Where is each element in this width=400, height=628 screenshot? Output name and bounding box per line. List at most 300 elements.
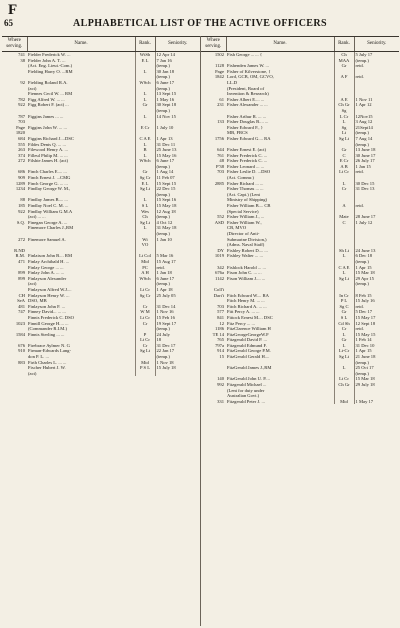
header-name: Name. bbox=[226, 37, 334, 52]
rank-cell: Gr bbox=[334, 147, 354, 153]
where-cell: R.ND bbox=[14, 247, 25, 253]
where-cell: 914 bbox=[217, 348, 224, 354]
where-cell: 765 bbox=[217, 337, 224, 343]
rank-cell: Mid bbox=[135, 360, 155, 366]
officer-name: Fisher Leslie D. ...DSO bbox=[227, 169, 271, 175]
seniority-cell: 15 May 16 bbox=[156, 152, 177, 158]
where-cell: 676a bbox=[215, 270, 224, 276]
officer-name: Figgins Richard J....DSC bbox=[28, 135, 74, 141]
seniority-cell: 21Sept14 bbox=[355, 124, 373, 130]
seniority-cell: 31 May 18 bbox=[156, 225, 177, 231]
seniority-cell: 15 Sept 15 bbox=[156, 180, 177, 186]
seniority-cell: 1 Apr 13 bbox=[156, 135, 173, 141]
officer-name: don P. L. ... bbox=[28, 354, 49, 360]
rank-cell: Ch bbox=[135, 214, 155, 220]
seniority-cell: (temp.) bbox=[156, 163, 170, 169]
seniority-cell: 1 Feb 14 bbox=[355, 337, 372, 343]
where-cell: 782 bbox=[18, 96, 25, 102]
seniority-cell: 13 Sept 15 bbox=[156, 91, 177, 97]
rank-cell: Gr bbox=[334, 309, 354, 315]
seniority-cell: 28 June 17 bbox=[355, 214, 376, 220]
seniority-cell: 6 June 17 bbox=[156, 158, 175, 164]
officer-name: Fitch Henry M. ... ... bbox=[227, 298, 265, 304]
officer-name: (Lent for duty under bbox=[227, 387, 265, 393]
seniority-cell: (temp.) bbox=[156, 85, 170, 91]
seniority-cell: 31 Dec 10 bbox=[355, 342, 375, 348]
officer-name: LL.D bbox=[227, 79, 238, 85]
rank-cell: WSch bbox=[135, 80, 155, 86]
where-cell: 1019 bbox=[214, 253, 224, 259]
officer-name: Fitch Edward W.... RA bbox=[227, 292, 269, 298]
rank-cell: VO bbox=[135, 242, 155, 248]
officer-name: Invention & Research) bbox=[227, 91, 269, 97]
rank-cell: P L bbox=[334, 298, 354, 304]
rank-cell: Mid bbox=[135, 259, 155, 265]
where-cell: 48 bbox=[219, 158, 224, 164]
where-cell: 1289 bbox=[15, 180, 25, 186]
where-cell: 1128 bbox=[214, 63, 224, 69]
where-cell: 761 bbox=[217, 152, 224, 158]
rank-cell: Sg Cr bbox=[135, 175, 155, 181]
seniority-cell: 31 Dec 13 bbox=[355, 186, 375, 192]
officer-name: Finnill George H.... ... bbox=[28, 320, 69, 326]
seniority-cell: 15 May 15 bbox=[355, 331, 376, 337]
rank-cell: Sg Lt bbox=[334, 136, 354, 142]
seniority-cell: 31 Dec 14 bbox=[156, 303, 176, 309]
officer-name: Fison John C. ... ... bbox=[227, 270, 262, 276]
where-cell: 92 bbox=[20, 79, 25, 85]
where-cell: 992 bbox=[217, 382, 224, 388]
seniority-cell: 5 July 17 bbox=[355, 52, 373, 57]
where-cell: 374 bbox=[18, 152, 25, 158]
left-column bbox=[2, 36, 200, 626]
officer-name: Finlayson Henry W. ... bbox=[28, 292, 70, 298]
officer-name: Fisher Ernest E. (act) bbox=[227, 147, 267, 153]
officer-name: Findlay William G.M.A bbox=[28, 208, 73, 214]
where-cell: 703 bbox=[217, 169, 224, 175]
where-cell bbox=[2, 371, 27, 377]
seniority-cell: 1 Jan 10 bbox=[156, 236, 172, 242]
seniority-cell: 15 Aug 17 bbox=[156, 258, 176, 264]
rank-cell: A bbox=[334, 203, 354, 209]
rank-cell: C bbox=[334, 153, 354, 159]
officer-name: Fish George ... ... { bbox=[227, 52, 263, 57]
officer-name: Australian Govt.) bbox=[227, 393, 260, 399]
seniority-cell: 1 July 12 bbox=[355, 219, 373, 225]
where-cell: 1842 bbox=[214, 74, 224, 80]
rank-cell: Cd Sh bbox=[334, 321, 354, 327]
seniority-cell: 26 July 17 bbox=[355, 158, 375, 164]
officer-name: Fisher Alexander ... ... bbox=[227, 102, 268, 108]
rank-cell: L bbox=[135, 91, 155, 97]
officer-name: Fitt Percy A. ... ... bbox=[227, 309, 260, 315]
seniority-cell: (temp.) bbox=[156, 107, 170, 113]
seniority-cell: (temp.) bbox=[156, 191, 170, 197]
officer-name: (act) ... ... bbox=[28, 214, 46, 220]
officer-name: FitzGerald John U. P.... bbox=[227, 376, 270, 382]
rank-cell: L bbox=[334, 181, 354, 187]
seniority-cell: (temp.) bbox=[355, 141, 369, 147]
officer-name: (Act. Eng. Lieut.-Com.) bbox=[28, 63, 73, 69]
seniority-cell: (temp.) bbox=[355, 258, 369, 264]
column-header-row bbox=[201, 37, 399, 52]
officer-name: Finlay Archibald H. ... bbox=[28, 258, 70, 264]
where-cell: TE 14 bbox=[212, 331, 224, 337]
seniority-cell: 1 Apr 18 bbox=[156, 286, 173, 292]
seniority-cell: 30 June 17 bbox=[355, 152, 376, 158]
officer-name: Findlay Noel C. M. ... bbox=[28, 203, 69, 209]
where-cell: 331 bbox=[217, 398, 224, 404]
rank-cell: Sg Lt bbox=[334, 354, 354, 360]
where-cell: 272 bbox=[18, 236, 25, 242]
seniority-cell: 1 Jan 15 bbox=[355, 163, 371, 169]
where-cell: 1142 bbox=[214, 275, 224, 281]
rank-cell: L bbox=[334, 253, 354, 259]
rank-cell: W M bbox=[135, 309, 155, 315]
officer-name: Finch George G. ... ... bbox=[28, 180, 68, 186]
where-cell: 38 bbox=[20, 57, 25, 63]
seniority-cell: 1 Aug 14 bbox=[156, 169, 174, 175]
officer-name: Fitzgerald Michael ... bbox=[227, 382, 267, 388]
where-cell: 1023 bbox=[15, 320, 25, 326]
where-cell: 342 bbox=[217, 264, 224, 270]
rank-cell: Cr bbox=[135, 343, 155, 349]
where-cell: 909 bbox=[18, 175, 25, 181]
seniority-cell: 25 June 13 bbox=[156, 147, 177, 153]
where-cell: S.Q. bbox=[16, 219, 25, 225]
seniority-cell: 13 June 18 bbox=[355, 147, 376, 153]
seniority-cell: (temp.) bbox=[355, 57, 369, 63]
officer-name: CB, MVO bbox=[227, 225, 247, 231]
rank-cell: WtSh bbox=[135, 52, 155, 58]
page-number: 65 bbox=[4, 18, 13, 28]
right-column bbox=[200, 36, 399, 626]
seniority-cell: 6 Dec 18 bbox=[355, 253, 373, 259]
seniority-cell: retd. bbox=[355, 63, 364, 69]
where-cell: 703 bbox=[18, 119, 25, 125]
seniority-cell: 30 Sept 18 bbox=[156, 102, 177, 108]
rank-cell: E L bbox=[135, 58, 155, 64]
officer-name: MB, FRCS bbox=[227, 130, 248, 136]
officer-name: FitzGerald James J.,RM bbox=[227, 365, 272, 371]
rank-cell: Cr bbox=[334, 186, 354, 192]
where-cell: 1502 bbox=[214, 52, 224, 57]
header-rank: Rank. bbox=[135, 37, 155, 52]
rank-cell: Lt Cr bbox=[135, 287, 155, 293]
seniority-cell: (temp.) bbox=[156, 326, 170, 332]
officer-name: Finlay George ... ... bbox=[28, 264, 64, 270]
officer-name: Fitch Richard A. ... ... bbox=[227, 303, 267, 309]
seniority-cell: 31 Dec 11 bbox=[156, 141, 176, 147]
rank-cell: A B bbox=[334, 164, 354, 170]
seniority-cell: (temp.) bbox=[156, 74, 170, 80]
rank-cell: Ch Gr bbox=[334, 382, 354, 388]
officer-name: Fitzgerald Peter J. ... bbox=[227, 398, 265, 404]
rank-cell: B bbox=[135, 147, 155, 153]
seniority-cell: 18 bbox=[156, 337, 162, 343]
where-cell: 787 bbox=[18, 113, 25, 119]
officer-name: Figgins James ... ... bbox=[28, 113, 64, 119]
seniority-cell: 25 July 05 bbox=[156, 292, 176, 298]
officer-name: Finlay John A. ... ... bbox=[28, 270, 65, 276]
seniority-cell: 15 Feb 16 bbox=[156, 314, 175, 320]
rank-cell: Gr bbox=[334, 63, 354, 69]
rank-cell: WSch bbox=[135, 276, 155, 282]
where-cell: Page bbox=[215, 68, 224, 74]
officer-name: (Adms. Naval Staff) bbox=[227, 242, 265, 248]
officer-row bbox=[201, 399, 399, 405]
officer-name: (President, Board of bbox=[227, 85, 265, 91]
where-cell: 684 bbox=[18, 135, 25, 141]
officer-name: (Special Service) bbox=[227, 208, 259, 214]
where-cell: 552 bbox=[217, 214, 224, 220]
where-cell: 263 bbox=[18, 147, 25, 153]
rank-cell: L bbox=[135, 69, 155, 75]
seniority-cell: 14 Nov 15 bbox=[156, 113, 176, 119]
officer-name: Finlaison John B.... RM bbox=[28, 253, 73, 259]
column-header-row bbox=[2, 37, 200, 52]
officer-name: Finlayson Alexander bbox=[28, 275, 67, 281]
rank-cell: Gr bbox=[135, 102, 155, 108]
officer-name: Firebrace Aylmer N. G bbox=[28, 342, 70, 348]
officer-name: FitzClarence William H bbox=[227, 326, 271, 332]
rank-cell: L bbox=[135, 197, 155, 203]
officer-name: Finch Ernest J. ...CMG bbox=[28, 175, 71, 181]
where-cell: 185 bbox=[18, 203, 25, 209]
rank-cell: Cr bbox=[135, 321, 155, 327]
officer-name: Figg Alfred W. ... ... bbox=[28, 96, 65, 102]
where-cell: 644 bbox=[217, 147, 224, 153]
seniority-cell: 31 Dec 17 bbox=[156, 342, 176, 348]
seniority-cell: 1 Jan 18 bbox=[156, 270, 172, 276]
seniority-cell: (temp.) bbox=[355, 130, 369, 136]
seniority-cell: 12 Apr 14 bbox=[156, 52, 175, 57]
seniority-cell: 29 July 18 bbox=[355, 382, 375, 388]
where-cell: 922 bbox=[18, 102, 25, 108]
header-seniority: Seniority. bbox=[155, 37, 200, 52]
officer-name: Fisher Thomas ... ... bbox=[227, 186, 264, 192]
rank-cell: Ch bbox=[334, 52, 354, 58]
seniority-cell: 8 Feb 15 bbox=[355, 292, 372, 298]
rank-cell: L bbox=[334, 270, 354, 276]
seniority-cell: 15 Mar 18 bbox=[355, 270, 375, 276]
seniority-cell: 24 June 13 bbox=[355, 247, 376, 253]
officer-name: Lord, GCB, OM, GCVO, bbox=[227, 74, 274, 80]
rank-cell: Sg Lt bbox=[135, 220, 155, 226]
where-cell: 272 bbox=[18, 158, 25, 164]
rank-cell: L bbox=[334, 365, 354, 371]
where-cell: 133 bbox=[217, 119, 224, 125]
header-name: Name. bbox=[27, 37, 135, 52]
officer-name: Fittock Ernest M.... DSC bbox=[227, 314, 273, 320]
rank-cell: L Cr bbox=[334, 114, 354, 120]
where-cell: 899 bbox=[18, 270, 25, 276]
officer-name: Filleul Philip M. ... ... bbox=[28, 152, 68, 158]
officer-list bbox=[2, 36, 398, 626]
seniority-cell: 15 May 18 bbox=[156, 203, 177, 209]
officer-name: (Act. Capt.) (Lent bbox=[227, 191, 260, 197]
officer-row bbox=[2, 371, 200, 377]
where-cell: 841 bbox=[217, 314, 224, 320]
where-cell: 797a bbox=[215, 342, 224, 348]
right-rows bbox=[201, 52, 399, 405]
rank-cell: Sg Lt bbox=[334, 276, 354, 282]
rank-cell: Wes bbox=[135, 209, 155, 215]
rank-cell: In Cr bbox=[334, 293, 354, 299]
officer-name: Figg Robert F. (act) ... bbox=[28, 102, 69, 108]
seniority-cell: 24 July bbox=[156, 331, 170, 337]
rank-cell: S L bbox=[135, 203, 155, 209]
rank-cell bbox=[135, 371, 155, 377]
seniority-cell: 4 Oct 12 bbox=[156, 219, 173, 225]
seniority-cell: 30 Jan 18 bbox=[156, 68, 175, 74]
where-cell: 555 bbox=[18, 141, 25, 147]
officer-name: Finlayson Alfred W.J.... bbox=[28, 286, 72, 292]
seniority-cell: (temp.) bbox=[156, 354, 170, 360]
seniority-cell: (temp.) bbox=[156, 281, 170, 287]
rank-cell: Cr bbox=[135, 304, 155, 310]
rank-cell: Sg Cr bbox=[135, 293, 155, 299]
officer-name: (Commander R.I.M.) bbox=[28, 326, 68, 332]
officer-name: Finemore Samuel A. bbox=[28, 236, 66, 242]
seniority-cell: retd. bbox=[355, 74, 364, 80]
officer-name: Fisher Frederick C. ... bbox=[227, 152, 268, 158]
rank-cell: Ch Gr bbox=[334, 102, 354, 108]
officer-name: Fishlock Harold ... ... bbox=[227, 264, 266, 270]
officer-name: Finney David... ... ... bbox=[28, 309, 66, 315]
seniority-cell: retd. bbox=[156, 264, 165, 270]
officer-name: Fisher of Kilverstone, { bbox=[227, 68, 271, 74]
where-cell: 1234 bbox=[15, 186, 25, 192]
rank-cell: C bbox=[334, 220, 354, 226]
where-cell: R.M. bbox=[15, 253, 25, 259]
officer-name: Fishley Robert D.... ... bbox=[227, 247, 268, 253]
where-cell: 88 bbox=[20, 197, 25, 203]
rank-cell: A E bbox=[334, 97, 354, 103]
where-cell: ASD bbox=[214, 219, 224, 225]
seniority-cell: 1 July 10 bbox=[156, 124, 174, 130]
where-cell: 686 bbox=[18, 169, 25, 175]
rank-cell: A F bbox=[334, 74, 354, 80]
rank-cell: L bbox=[135, 153, 155, 159]
left-table bbox=[2, 36, 200, 376]
rank-cell: Mid bbox=[334, 399, 354, 405]
rank-cell: L bbox=[135, 225, 155, 231]
where-cell: 2885 bbox=[214, 180, 224, 186]
officer-name: Fisher Albert E.... ... bbox=[227, 96, 265, 102]
where-cell: 1820 bbox=[15, 130, 25, 136]
officer-name: Fildes Denis Q. ... ... bbox=[28, 141, 66, 147]
rank-cell: MAA bbox=[334, 58, 354, 64]
where-cell: 741 bbox=[18, 52, 25, 57]
officer-name: Fisher William B.... CB bbox=[227, 203, 271, 209]
officer-name: Fischer Hubert J. W. bbox=[28, 365, 66, 371]
seniority-cell: 15 July 18 bbox=[156, 365, 176, 371]
seniority-cell: 1 May 17 bbox=[355, 398, 374, 404]
right-table bbox=[201, 36, 399, 404]
rank-cell: Mate bbox=[334, 214, 354, 220]
seniority-cell: 3 Aug 12 bbox=[355, 119, 373, 125]
seniority-cell: retd. bbox=[355, 326, 364, 332]
seniority-cell: retd. bbox=[355, 303, 364, 309]
where-cell: 676 bbox=[18, 342, 25, 348]
rank-cell: P bbox=[135, 332, 155, 338]
where-cell: CH bbox=[18, 292, 25, 298]
officer-name: Fitzgerald Edmund F. bbox=[227, 342, 267, 348]
officer-name: Ministry of Shipping) bbox=[227, 197, 268, 203]
officer-name: (Director of Anti- bbox=[227, 231, 260, 236]
officer-name: Fisher Edward G.... RA bbox=[227, 135, 271, 141]
officer-name: Fisher William W., bbox=[227, 219, 262, 225]
rank-cell: S L bbox=[334, 315, 354, 321]
rank-cell: Sg bbox=[334, 108, 354, 114]
where-cell: 231 bbox=[217, 102, 224, 108]
officer-name: Firman-Edwards Lang- bbox=[28, 348, 71, 354]
seniority-cell: (temp.) bbox=[355, 370, 369, 376]
officer-name: Finch Charles E.... ... bbox=[28, 169, 67, 175]
where-cell: 883 bbox=[18, 359, 25, 365]
where-cell: 15 bbox=[219, 354, 224, 360]
seniority-cell: 6 June 17 bbox=[156, 275, 175, 281]
officer-name: Finnis Sterling ... ... bbox=[28, 331, 65, 337]
officer-name: Fisher William J., ... bbox=[227, 214, 265, 220]
rank-cell: P S L bbox=[135, 365, 155, 371]
seniority-cell: 15 Sept 16 bbox=[156, 197, 177, 203]
officer-name: Fisher Frederick C. ... bbox=[227, 158, 268, 164]
seniority-cell: 30 Dec 15 bbox=[355, 180, 375, 186]
officer-name: (act) bbox=[28, 370, 37, 376]
rank-cell: Cr bbox=[334, 326, 354, 332]
rank-cell: Gr bbox=[135, 169, 155, 175]
where-cell: 910 bbox=[18, 348, 25, 354]
seniority-cell: 1 Nov 16 bbox=[156, 309, 174, 315]
seniority-cell: (temp.) bbox=[355, 359, 369, 365]
officer-name: DSO, MB bbox=[28, 298, 47, 304]
seniority-cell: (temp.) bbox=[156, 63, 170, 69]
officer-name: Fison William J.... ... bbox=[227, 275, 266, 281]
seniority-cell: (temp.) bbox=[156, 231, 170, 236]
officer-name: FitzGerald George P.M. bbox=[227, 348, 271, 354]
page-header bbox=[0, 18, 400, 32]
header-where: Where serving. bbox=[201, 37, 226, 52]
rank-cell: Lt Cr bbox=[334, 169, 354, 175]
where-cell: 12 bbox=[219, 320, 224, 326]
rank-cell: Sg Lt bbox=[135, 186, 155, 192]
where-cell: Dart't bbox=[213, 292, 224, 298]
officer-name: Fitz Percy ... ... bbox=[227, 320, 255, 326]
officer-name: Fishley Walter ... ... bbox=[227, 253, 263, 259]
where-cell: P'38 bbox=[216, 163, 224, 169]
rank-cell: E L bbox=[135, 181, 155, 187]
officer-name: Finemore Charles J.,RM bbox=[28, 225, 74, 231]
officer-name: Fisher Edward F., } bbox=[227, 124, 263, 130]
rank-cell: Lt Cr bbox=[334, 376, 354, 382]
seniority-cell: 22 Dec 15 bbox=[156, 186, 176, 192]
officer-name: Findlay George W. M., bbox=[28, 186, 71, 192]
seniority-cell: 5 Dec 17 bbox=[355, 309, 373, 315]
seniority-cell: 12Nov15 bbox=[355, 113, 373, 119]
rank-cell: Wt bbox=[135, 237, 155, 243]
officer-name: Filewood Henry A. ... bbox=[28, 147, 68, 153]
seniority-cell: (temp.) bbox=[156, 214, 170, 220]
rank-cell: C A E bbox=[135, 136, 155, 142]
seniority-cell: 12 Sept 18 bbox=[355, 320, 376, 326]
officer-name: Fisher Douglas B.... ... bbox=[227, 119, 269, 125]
seniority-cell: 7 Jan 16 bbox=[156, 57, 172, 63]
seniority-cell: 29 Apr 15 bbox=[355, 275, 374, 281]
seniority-cell bbox=[155, 371, 200, 377]
where-cell: 61 bbox=[219, 96, 224, 102]
